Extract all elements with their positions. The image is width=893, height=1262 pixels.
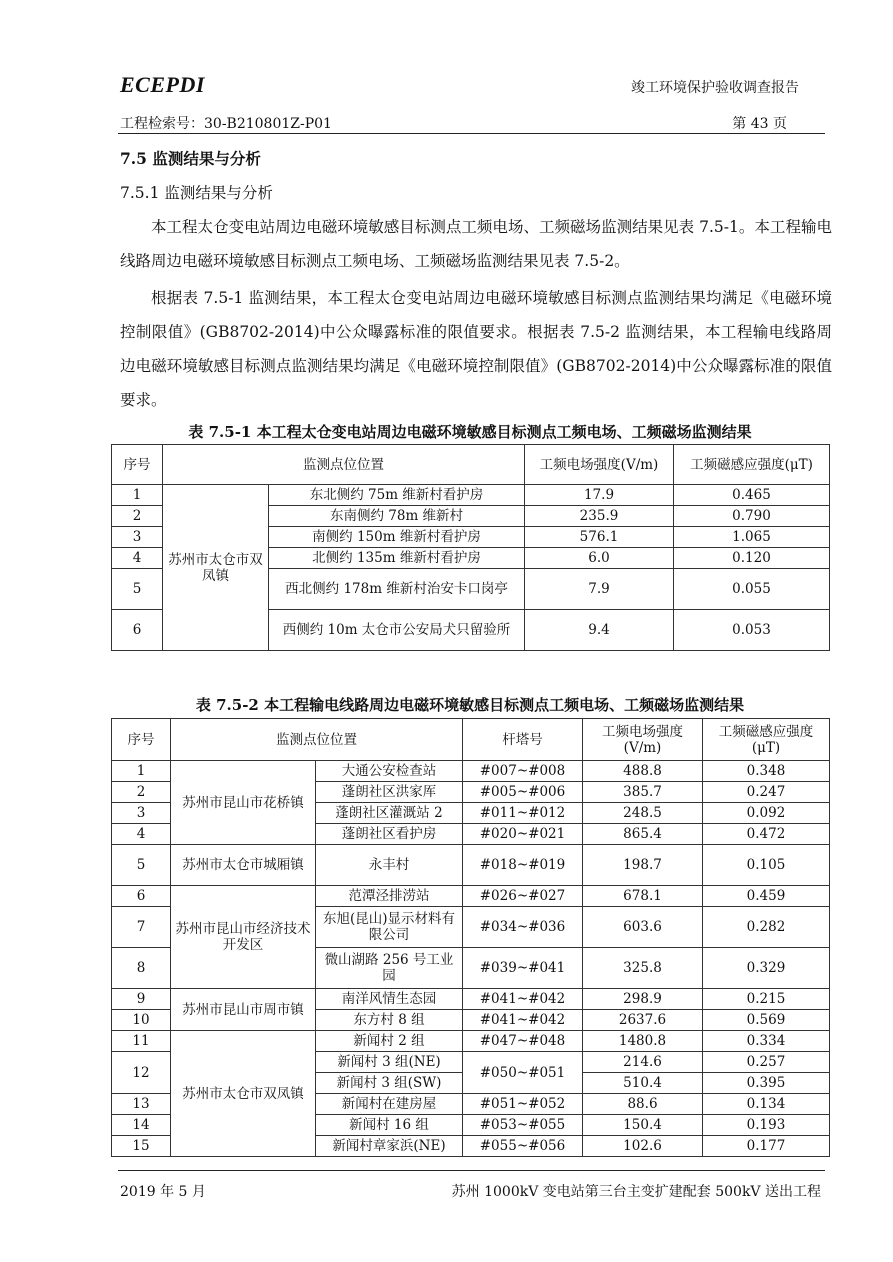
paragraph-2-text: 根据表 7.5-1 监测结果，本工程太仓变电站周边电磁环境敏感目标测点监测结果均满足《电磁环境控制限值》(GB8702-2014)中公众曝露标准的限值要求。根据表 7.5-2 监测结果，本工程输电线路周边电磁环境敏感目标测点监测结果均满足《电磁环境控制限值》(GB8702-2014)中公众曝露标准的限值要求。 [120,289,832,409]
row-no: 13 [112,1094,171,1115]
table2-area-1: 苏州市昆山市花桥镇 [171,761,316,845]
row-no: 15 [112,1136,171,1157]
tower-number: #026~#027 [463,886,583,907]
row-no: 7 [112,907,171,948]
b-field-value: 0.120 [674,548,830,569]
monitoring-point: 西北侧约 178m 维新村治安卡口岗亭 [269,569,525,610]
tower-number: #020~#021 [463,824,583,845]
e-field-value: 576.1 [525,527,674,548]
b-field-value: 0.348 [703,761,830,782]
table2-header-row [112,719,830,761]
row-no: 11 [112,1031,171,1052]
b-field-value: 0.092 [703,803,830,824]
e-field-value: 214.6 [583,1052,703,1073]
e-field-value: 2637.6 [583,1010,703,1031]
e-field-value: 248.5 [583,803,703,824]
row-no: 14 [112,1115,171,1136]
table-row [112,845,830,886]
paragraph-1 [120,210,832,278]
row-no: 9 [112,989,171,1010]
company-logo: ECEPDI [120,72,205,97]
e-field-value: 1480.8 [583,1031,703,1052]
b-field-value: 0.193 [703,1115,830,1136]
table2-header-location: 监测点位位置 [171,719,463,761]
e-field-value: 678.1 [583,886,703,907]
b-field-value: 0.134 [703,1094,830,1115]
table2-header-tower: 杆塔号 [463,719,583,761]
tower-number: #053~#055 [463,1115,583,1136]
project-name: 苏州 1000kV 变电站第三台主变扩建配套 500kV 送出工程 [451,1184,821,1200]
row-no: 5 [112,845,171,886]
table2-area-2: 苏州市太仓市城厢镇 [171,845,316,886]
monitoring-point: 西侧约 10m 太仓市公安局犬只留验所 [269,610,525,651]
e-field-value: 9.4 [525,610,674,651]
table-row [112,886,830,907]
e-field-value: 298.9 [583,989,703,1010]
monitoring-point: 新闻村 3 组(NE) [316,1052,463,1073]
row-no: 12 [112,1052,171,1094]
tower-number: #055~#056 [463,1136,583,1157]
monitoring-point: 范潭泾排涝站 [316,886,463,907]
subsection-title: 7.5.1 监测结果与分析 [120,184,273,202]
e-field-value: 510.4 [583,1073,703,1094]
e-field-value: 102.6 [583,1136,703,1157]
b-field-value: 0.459 [703,886,830,907]
row-no: 3 [112,803,171,824]
table-row [112,1031,830,1052]
monitoring-point: 永丰村 [316,845,463,886]
table2-caption: 表 7.5-2 本工程输电线路周边电磁环境敏感目标测点工频电场、工频磁场监测结果 [195,696,745,714]
row-no: 5 [112,569,163,610]
report-name: 竣工环境保护验收调查报告 [631,80,799,96]
b-field-value: 0.334 [703,1031,830,1052]
table2-header-e-field: 工频电场强度(V/m) [583,719,703,761]
e-field-value: 488.8 [583,761,703,782]
table2-area-4: 苏州市昆山市周市镇 [171,989,316,1031]
row-no: 2 [112,782,171,803]
b-field-value: 0.569 [703,1010,830,1031]
tower-number: #050~#051 [463,1052,583,1094]
e-field-value: 235.9 [525,506,674,527]
header-divider [118,133,825,134]
tower-number: #034~#036 [463,907,583,948]
e-field-value: 7.9 [525,569,674,610]
paragraph-1-text: 本工程太仓变电站周边电磁环境敏感目标测点工频电场、工频磁场监测结果见表 7.5-1。本工程输电线路周边电磁环境敏感目标测点工频电场、工频磁场监测结果见表 7.5-2。 [120,218,832,270]
row-no: 6 [112,610,163,651]
table-row [112,761,830,782]
e-field-value: 17.9 [525,485,674,506]
monitoring-point: 蓬朗社区洪家厍 [316,782,463,803]
b-field-value: 0.247 [703,782,830,803]
table2-area-5: 苏州市太仓市双凤镇 [171,1031,316,1157]
tower-number: #041~#042 [463,1010,583,1031]
footer-divider [118,1170,825,1171]
b-field-value: 0.105 [703,845,830,886]
table1-area: 苏州市太仓市双凤镇 [163,485,269,651]
row-no: 10 [112,1010,171,1031]
e-field-value: 603.6 [583,907,703,948]
row-no: 4 [112,824,171,845]
monitoring-point: 蓬朗社区看护房 [316,824,463,845]
paragraph-2 [120,281,832,417]
b-field-value: 0.257 [703,1052,830,1073]
table1-caption: 表 7.5-1 本工程太仓变电站周边电磁环境敏感目标测点工频电场、工频磁场监测结果 [188,423,752,441]
b-field-value: 0.053 [674,610,830,651]
tower-number: #047~#048 [463,1031,583,1052]
monitoring-point: 大通公安检查站 [316,761,463,782]
tower-number: #018~#019 [463,845,583,886]
row-no: 3 [112,527,163,548]
tower-number: #011~#012 [463,803,583,824]
e-field-value: 88.6 [583,1094,703,1115]
tower-number: #041~#042 [463,989,583,1010]
monitoring-point: 新闻村 2 组 [316,1031,463,1052]
table-row [112,989,830,1010]
e-field-value: 865.4 [583,824,703,845]
monitoring-point: 东旭(昆山)显示材料有限公司 [316,907,463,948]
b-field-value: 0.177 [703,1136,830,1157]
b-field-value: 0.472 [703,824,830,845]
e-field-value: 198.7 [583,845,703,886]
table2-line-monitoring [111,718,830,1157]
tower-number: #051~#052 [463,1094,583,1115]
b-field-value: 0.329 [703,948,830,989]
page-number: 第 43 页 [732,116,787,132]
table1-header-b-field: 工频磁感应强度(μT) [674,445,830,485]
table1-substation-monitoring [111,444,830,651]
b-field-value: 0.055 [674,569,830,610]
table2-header-no: 序号 [112,719,171,761]
row-no: 2 [112,506,163,527]
monitoring-point: 新闻村 3 组(SW) [316,1073,463,1094]
monitoring-point: 新闻村 16 组 [316,1115,463,1136]
table2-area-3: 苏州市昆山市经济技术开发区 [171,886,316,989]
e-field-value: 150.4 [583,1115,703,1136]
monitoring-point: 东南侧约 78m 维新村 [269,506,525,527]
monitoring-point: 新闻村在建房屋 [316,1094,463,1115]
row-no: 6 [112,886,171,907]
table2-header-b-field: 工频磁感应强度(μT) [703,719,830,761]
monitoring-point: 北侧约 135m 维新村看护房 [269,548,525,569]
monitoring-point: 东方村 8 组 [316,1010,463,1031]
b-field-value: 0.395 [703,1073,830,1094]
monitoring-point: 微山湖路 256 号工业园 [316,948,463,989]
b-field-value: 1.065 [674,527,830,548]
row-no: 1 [112,485,163,506]
e-field-value: 385.7 [583,782,703,803]
tower-number: #039~#041 [463,948,583,989]
table1-header-no: 序号 [112,445,163,485]
tower-number: #005~#006 [463,782,583,803]
row-no: 4 [112,548,163,569]
monitoring-point: 新闻村章家浜(NE) [316,1136,463,1157]
section-title: 7.5 监测结果与分析 [120,149,261,168]
report-date: 2019 年 5 月 [120,1184,206,1200]
table1-header-location: 监测点位位置 [163,445,525,485]
row-no: 8 [112,948,171,989]
tower-number: #007~#008 [463,761,583,782]
b-field-value: 0.790 [674,506,830,527]
table-row [112,485,830,506]
project-index-number: 工程检索号：30-B210801Z-P01 [120,116,332,132]
monitoring-point: 东北侧约 75m 维新村看护房 [269,485,525,506]
b-field-value: 0.215 [703,989,830,1010]
table1-header-e-field: 工频电场强度(V/m) [525,445,674,485]
table1-header-row [112,445,830,485]
monitoring-point: 南侧约 150m 维新村看护房 [269,527,525,548]
e-field-value: 325.8 [583,948,703,989]
monitoring-point: 蓬朗社区灌溉站 2 [316,803,463,824]
e-field-value: 6.0 [525,548,674,569]
monitoring-point: 南洋风情生态园 [316,989,463,1010]
row-no: 1 [112,761,171,782]
b-field-value: 0.282 [703,907,830,948]
b-field-value: 0.465 [674,485,830,506]
